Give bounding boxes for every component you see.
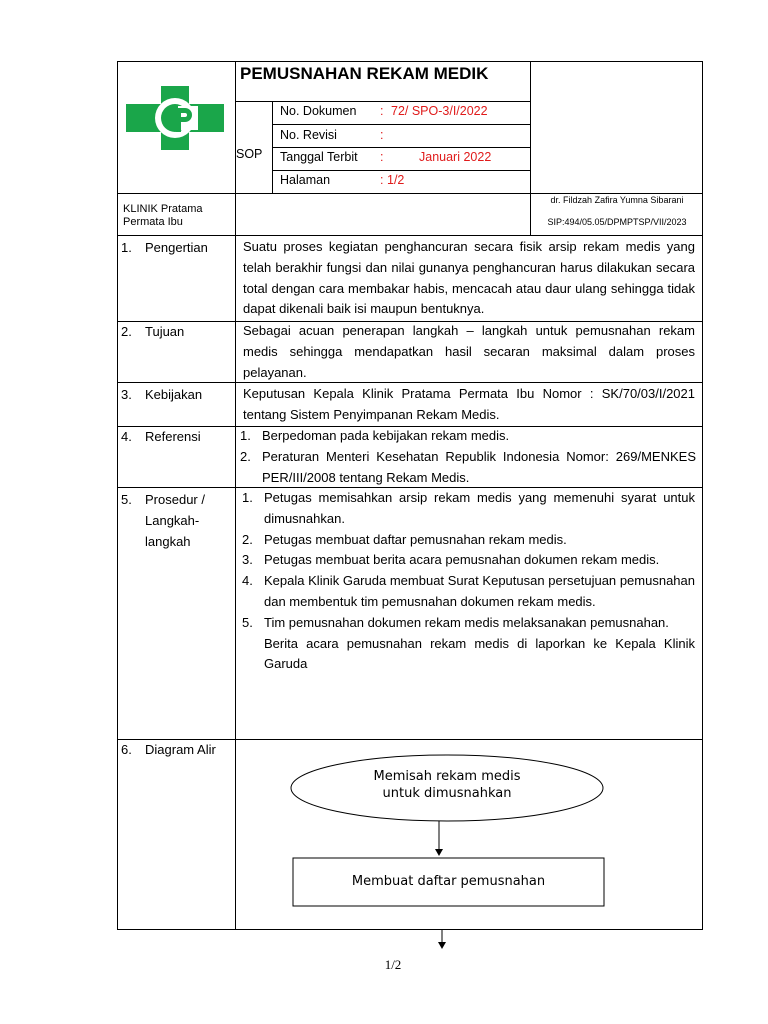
table-border-right: [702, 61, 703, 930]
list-item-number: 2.: [240, 448, 251, 464]
field-row-line-3: [272, 170, 531, 171]
title-divider: [235, 101, 531, 102]
row-label: Prosedur / Langkah-langkah: [145, 492, 205, 549]
field-sep: :: [380, 150, 384, 164]
field-label: No. Revisi: [280, 128, 337, 142]
list-item: [238, 613, 695, 634]
field-value: 72/ SPO-3/I/2022: [391, 104, 488, 118]
list-item: [238, 488, 695, 530]
field-sep: :: [380, 128, 384, 142]
field-label: Tanggal Terbit: [280, 150, 358, 164]
row-label: Kebijakan: [145, 387, 203, 402]
flow-step-1-line: untuk dimusnahkan: [382, 786, 512, 801]
list-item: [238, 550, 695, 571]
field-label: Halaman: [280, 173, 331, 187]
field-row-line-2: [272, 147, 531, 148]
list-item-text: Petugas memisahkan arsip rekam medis yang memenuhi syarat untuk dimusnahkan.: [264, 490, 695, 526]
signatory-name: dr. Fildzah Zafira Yumna Sibarani: [550, 195, 684, 205]
list-item: [238, 571, 695, 613]
sop-label: SOP: [236, 147, 263, 161]
flow-arrow-2-head: [438, 942, 446, 949]
list-item-text: Peraturan Menteri Kesehatan Republik Indonesia Nomor: 269/MENKES PER/III/2008 tentang Rekam Medis.: [262, 448, 696, 485]
page-number: 1/2: [384, 957, 402, 972]
list-item-text: Tim pemusnahan dokumen rekam medis melaksanakan pemusnahan.: [264, 614, 669, 630]
list-item-text: Berpedoman pada kebijakan rekam medis.: [262, 428, 510, 443]
field-value: Januari 2022: [419, 150, 492, 164]
flow-step-1-line: Memisah rekam medis: [373, 769, 521, 784]
flow-step-2-text: Membuat daftar pemusnahan: [351, 874, 546, 889]
prosedur-list: [238, 488, 695, 675]
table-border-left: [117, 61, 118, 930]
row-text: Keputusan Kepala Klinik Pratama Permata Ibu Nomor : SK/70/03/I/2021 tentang Sistem Penyimpanan Rekam Medis.: [243, 386, 695, 422]
row-text: Sebagai acuan penerapan langkah – langkah untuk pemusnahan rekam medis sehingga mendapatkan hasil secaran maksimal dalam proses pelayanan.: [243, 323, 695, 380]
clinic-logo: [126, 86, 224, 150]
list-item-number: 2.: [242, 531, 253, 547]
header-divider-right: [530, 61, 531, 236]
prosedur-note: Berita acara pemusnahan rekam medis di laporkan ke Kepala Klinik Garuda: [264, 635, 695, 672]
row-text: Suatu proses kegiatan penghancuran secara fisik arsip rekam medis yang telah berakhir fungsi dan nilai gunanya penghancuran harus dilakukan secara total dengan cara membakar habis, mencacah atau daur ulang sehingga tidak dapat dikenali baik isi maupun bentuknya.: [243, 239, 695, 317]
list-item-text: Kepala Klinik Garuda membuat Surat Keputusan persetujuan pemusnahan dan membentuk tim pemusnahan dokumen rekam medis.: [264, 573, 695, 609]
list-item-number: 3.: [242, 552, 253, 568]
signatory-sip: SIP:494/05.05/DPMPTSP/VII/2023: [547, 217, 687, 227]
row-number: 1.: [121, 240, 132, 255]
row-number: 5.: [121, 492, 132, 507]
flow-arrow-1-head: [435, 849, 443, 856]
field-sep: :: [380, 104, 384, 118]
row-number: 6.: [121, 742, 132, 757]
field-value: 1/2: [387, 173, 405, 187]
row-number: 4.: [121, 429, 132, 444]
header-bottom-line: [117, 193, 703, 194]
field-sep: :: [380, 173, 384, 187]
list-item-number: 4.: [242, 573, 253, 589]
list-item-text: Petugas membuat berita acara pemusnahan dokumen rekam medis.: [264, 552, 660, 568]
list-item: [236, 426, 696, 447]
page-title: PEMUSNAHAN REKAM MEDIK: [240, 64, 489, 83]
row-label: Diagram Alir: [145, 742, 216, 757]
row-label: Pengertian: [145, 240, 208, 255]
referensi-list: [236, 426, 696, 488]
field-row-line-1: [272, 124, 531, 125]
list-item-number: 1.: [242, 490, 253, 505]
flow-step-1-text: [296, 768, 598, 802]
list-item: [236, 447, 696, 489]
list-item-number: 1.: [240, 428, 251, 443]
list-item-number: 5.: [242, 614, 253, 630]
table-border-top: [117, 61, 703, 62]
clinic-row-bottom: [117, 235, 703, 236]
field-label: No. Dokumen: [280, 104, 357, 118]
row-label: Tujuan: [145, 324, 185, 339]
row-number: 3.: [121, 387, 132, 402]
list-item-text: Petugas membuat daftar pemusnahan rekam medis.: [264, 531, 567, 547]
list-item: [238, 530, 695, 551]
clinic-name: KLINIK Pratama Permata Ibu: [123, 203, 203, 228]
row-number: 2.: [121, 324, 132, 339]
row-label: Referensi: [145, 429, 201, 444]
